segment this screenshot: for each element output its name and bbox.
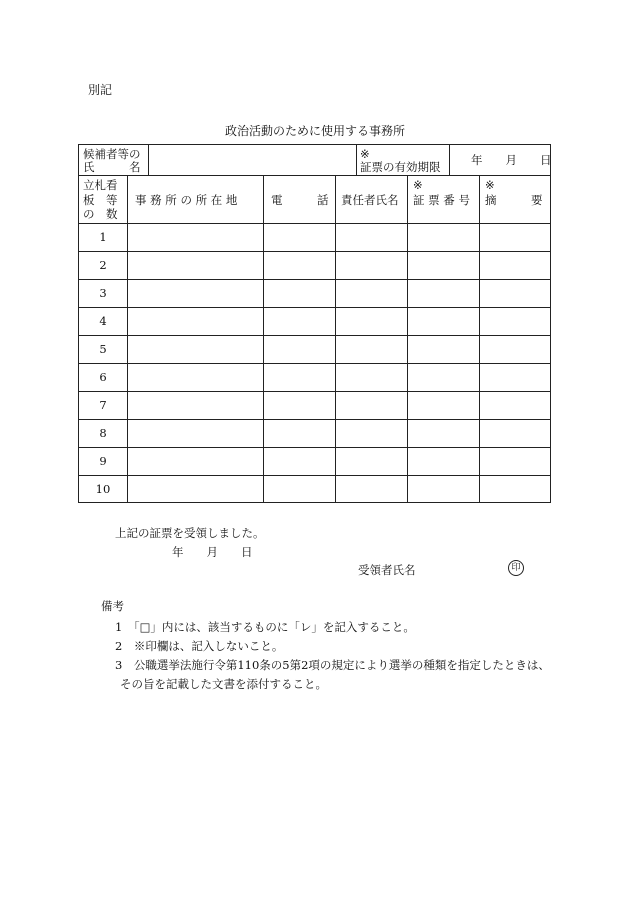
row-number: 8 [99, 426, 107, 440]
row-number: 5 [99, 342, 107, 356]
row-number: 4 [99, 314, 107, 328]
row-number: 6 [99, 370, 107, 384]
row-number: 3 [99, 286, 107, 300]
row-divider [79, 419, 550, 420]
column-header-cert-mark: ※ [413, 178, 423, 192]
row-divider [79, 335, 550, 336]
column-divider-count [127, 175, 128, 502]
column-header-count-line2: 板 等 [83, 193, 118, 207]
row-divider [79, 279, 550, 280]
column-divider-cert [479, 175, 480, 502]
column-divider-phone [335, 175, 336, 502]
table-divider-name [148, 145, 149, 175]
column-header-responsible: 責任者氏名 [341, 193, 399, 207]
document-title: 政治活動のために使用する事務所 [224, 124, 405, 138]
receipt-statement: 上記の証票を受領しました。 [115, 526, 265, 540]
note-item-1: 1 「□」内には、該当するものに「レ」を記入すること。 [115, 620, 415, 634]
column-header-count-line1: 立札看 [83, 178, 118, 192]
column-header-remarks: 摘 要 [485, 193, 543, 207]
column-divider-address [263, 175, 264, 502]
candidate-label-line2: 氏 名 [83, 160, 141, 174]
table-divider-date [449, 145, 450, 175]
column-header-cert-number: 証 票 番 号 [413, 193, 470, 207]
row-divider [79, 251, 550, 252]
note-item-3-continued: その旨を記載した文書を添付すること。 [120, 677, 327, 691]
notes-heading: 備考 [101, 599, 124, 613]
row-divider [79, 447, 550, 448]
row-number: 1 [99, 230, 107, 244]
column-header-remarks-mark: ※ [485, 178, 495, 192]
section-label: 別記 [88, 83, 113, 97]
column-header-phone: 電 話 [271, 193, 329, 207]
seal-icon: 印 [508, 560, 524, 576]
row-divider [79, 391, 550, 392]
row-number: 2 [99, 258, 107, 272]
row-divider [79, 363, 550, 364]
note-item-3: 3 公職選挙法施行令第110条の5第2項の規定により選挙の種類を指定したときは、 [115, 658, 550, 672]
validity-mark: ※ [360, 147, 370, 161]
candidate-label-line1: 候補者等の [83, 147, 141, 161]
column-header-address: 事 務 所 の 所 在 地 [135, 193, 238, 207]
row-divider [79, 307, 550, 308]
validity-label: 証票の有効期限 [360, 160, 441, 174]
receiver-name-label: 受領者氏名 [358, 563, 416, 577]
candidate-name-field[interactable] [153, 153, 351, 169]
table-divider-validity [356, 145, 357, 175]
office-form-table [78, 144, 551, 503]
validity-date: 年 月 日 [471, 153, 552, 167]
row-number: 9 [99, 454, 107, 468]
row-divider [79, 475, 550, 476]
column-header-count-line3: の 数 [83, 207, 118, 221]
row-number: 7 [99, 398, 107, 412]
receipt-date: 年 月 日 [172, 545, 253, 559]
column-divider-responsible [407, 175, 408, 502]
row-number: 10 [95, 482, 111, 496]
note-item-2: 2 ※印欄は、記入しないこと。 [115, 639, 284, 653]
